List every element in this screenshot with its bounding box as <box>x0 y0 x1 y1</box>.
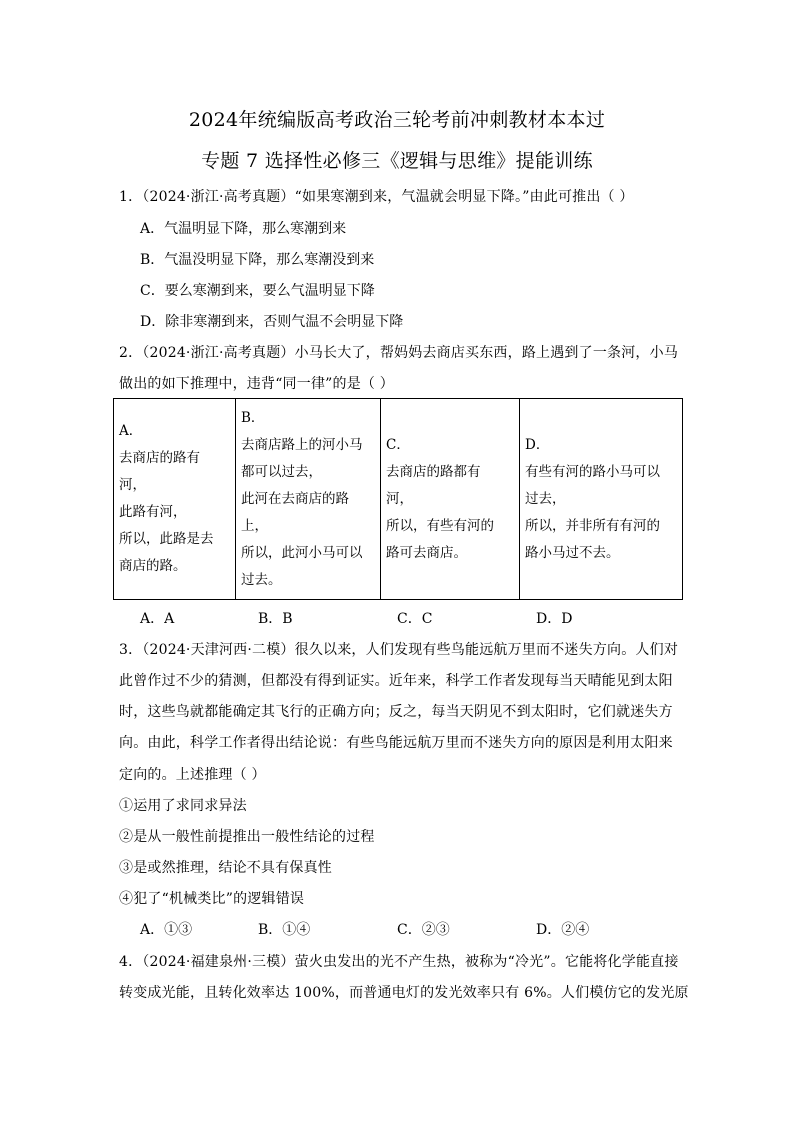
cell-text: 此河在去商店的路 <box>241 490 349 507</box>
question-3-stem-line-5: 定向的。上述推理（ ） <box>119 767 266 783</box>
question-1-option-c: C．要么寒潮到来，要么气温明显下降 <box>140 283 375 299</box>
cell-text: 去商店的路都有 <box>386 463 481 480</box>
cell-text: 上， <box>241 517 268 534</box>
question-2-stem-line-2: 做出的如下推理中，违背“同一律”的是（ ） <box>119 376 394 392</box>
cell-text: 所以，此河小马可以 <box>241 544 363 561</box>
question-3-item-4: ④犯了“机械类比”的逻辑错误 <box>119 891 305 907</box>
question-1-option-d: D．除非寒潮到来，否则气温不会明显下降 <box>140 314 404 330</box>
cell-text: 过去。 <box>241 571 282 588</box>
question-3-item-1: ①运用了求同求异法 <box>119 798 247 814</box>
cell-text: 所以，此路是去 <box>119 531 214 547</box>
cell-text: 河， <box>119 477 146 493</box>
question-1-option-b: B．气温没明显下降，那么寒潮没到来 <box>140 252 375 268</box>
table-cell-d <box>520 399 683 600</box>
cell-text: 去商店的路有 <box>119 450 200 466</box>
question-3-stem-line-3: 时，这些鸟就都能确定其飞行的正确方向；反之，每当天阴见不到太阳时，它们就迷失方 <box>119 704 673 720</box>
cell-text: 商店的路。 <box>119 558 187 574</box>
table-row <box>114 399 683 600</box>
cell-text: 过去， <box>525 490 566 507</box>
cell-text: 河， <box>386 490 413 507</box>
cell-text: 都可以过去， <box>241 463 322 480</box>
cell-text: 路小马过不去。 <box>525 544 620 561</box>
document-title: 2024年统编版高考政治三轮考前冲刺教材本本过 <box>188 109 606 131</box>
question-3-stem-line-4: 向。由此，科学工作者得出结论说：有些鸟能远航万里而不迷失方向的原因是利用太阳来 <box>119 735 673 751</box>
question-2-option-a: A．A <box>140 611 175 627</box>
cell-text: 有些有河的路小马可以 <box>525 463 660 480</box>
cell-text: 所以，并非所有有河的 <box>525 517 660 534</box>
cell-text: B． <box>241 409 265 426</box>
question-3-stem-line-1: 3．（2024·天津河西·二模）很久以来，人们发现有些鸟能远航万里而不迷失方向。人们对 <box>119 642 679 658</box>
question-2-option-d: D．D <box>536 611 573 627</box>
question-3-option-d: D．②④ <box>536 922 590 938</box>
cell-text: 所以，有些有河的 <box>386 517 494 534</box>
cell-text: 去商店路上的河小马 <box>241 436 363 453</box>
question-4-stem-line-2: 转变成光能，且转化效率达 100%，而普通电灯的发光效率只有 6%。人们模仿它的发光原 <box>119 985 689 1001</box>
cell-text: C． <box>386 436 410 453</box>
question-3-item-2: ②是从一般性前提推出一般性结论的过程 <box>119 829 375 845</box>
cell-text: A． <box>119 423 143 439</box>
question-2-option-b: B．B <box>258 611 293 627</box>
cell-text: D． <box>525 436 550 453</box>
question-4-stem-line-1: 4．（2024·福建泉州·三模）萤火虫发出的光不产生热，被称为“冷光”。它能将化学能直接 <box>119 954 679 970</box>
question-3-item-3: ③是或然推理，结论不具有保真性 <box>119 860 332 876</box>
cell-text: 路可去商店。 <box>386 544 467 561</box>
table-cell-a <box>114 399 236 600</box>
cell-text: 此路有河， <box>119 504 187 520</box>
question-2-reasoning-table <box>113 398 683 600</box>
table-cell-c <box>381 399 520 600</box>
question-2-option-c: C．C <box>397 611 433 627</box>
question-3-option-a: A．①③ <box>140 922 193 938</box>
question-1-option-a: A．气温明显下降，那么寒潮到来 <box>140 221 347 237</box>
question-2-stem-line-1: 2．（2024·浙江·高考真题）小马长大了，帮妈妈去商店买东西，路上遇到了一条河，小马 <box>119 345 679 361</box>
table-cell-b <box>236 399 381 600</box>
question-3-stem-line-2: 此曾作过不少的猜测，但都没有得到证实。近年来，科学工作者发现每当天晴能见到太阳 <box>119 673 673 689</box>
document-subtitle: 专题 7 选择性必修三《逻辑与思维》提能训练 <box>201 150 593 172</box>
question-3-option-c: C．②③ <box>397 922 450 938</box>
question-1-stem: 1．（2024·浙江·高考真题）“如果寒潮到来，气温就会明显下降。”由此可推出（ ） <box>119 189 634 205</box>
question-3-option-b: B．①④ <box>258 922 311 938</box>
